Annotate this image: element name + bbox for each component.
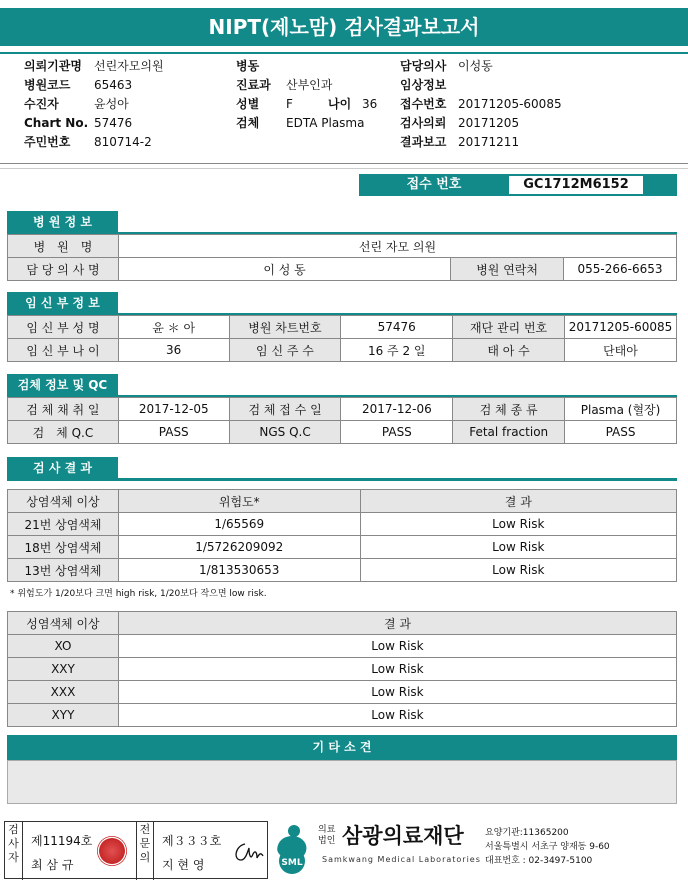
page-title: NIPT(제노맘) 검사결과보고서 <box>0 8 688 46</box>
contact-value: 055-266-6653 <box>564 258 677 281</box>
org-prefix-line: 의료 <box>318 825 336 835</box>
ngs-label: NGS Q.C <box>229 421 341 444</box>
specimen-value: EDTA Plasma <box>286 116 365 130</box>
pregnant-age-value: 36 <box>118 339 229 362</box>
col-header: 위험도* <box>118 490 360 513</box>
collect-value: 2017-12-05 <box>118 398 229 421</box>
col-header: 상염색체 이상 <box>8 490 119 513</box>
hospital-name-label: 병 원 명 <box>8 235 119 258</box>
header-col-requester <box>24 57 164 152</box>
ngs-value: PASS <box>341 421 453 444</box>
qc-label: 검 체 Q.C <box>8 421 119 444</box>
org-prefix-line: 법인 <box>318 836 336 846</box>
section-hospital: 병 원 정 보 <box>7 211 118 233</box>
specialist-label-char: 의 <box>139 851 151 864</box>
table-row <box>8 316 677 339</box>
header-value: 57476 <box>94 116 133 130</box>
result-value: Low Risk <box>118 658 676 681</box>
chromosome-name: 18번 상염색체 <box>8 536 119 559</box>
accession-label: 접수 번호 <box>406 177 462 192</box>
header-value: 이성동 <box>458 59 493 73</box>
result-value: Low Risk <box>118 704 676 727</box>
risk-value: 1/5726209092 <box>118 536 360 559</box>
org-address-line: 서울특별시 서초구 양재동 9-60 <box>485 842 610 852</box>
table-row <box>8 235 677 258</box>
table-header-row <box>8 612 677 635</box>
tester-name: 최 삼 규 <box>31 858 74 872</box>
header-label: 접수번호 <box>400 97 447 111</box>
sex-chromosome-table <box>7 611 677 727</box>
section-band <box>7 478 677 481</box>
header-label: 검사의뢰 <box>400 116 447 130</box>
sex-value: F <box>286 97 293 111</box>
header-col-doctor <box>400 57 562 152</box>
pregnant-name-label: 임 신 부 성 명 <box>8 316 119 339</box>
risk-value: 1/65569 <box>118 513 360 536</box>
result-value: Low Risk <box>360 559 676 582</box>
result-value: Low Risk <box>118 635 676 658</box>
header-label: 담당의사 <box>400 59 447 73</box>
header-label: Chart No. <box>24 116 89 130</box>
table-row <box>8 339 677 362</box>
table-row <box>8 559 677 582</box>
specialist-label <box>136 822 154 880</box>
header-value: 810714-2 <box>94 135 152 149</box>
table-row <box>8 258 677 281</box>
chart-value: 57476 <box>341 316 453 339</box>
week-value: 16 주 2 일 <box>341 339 453 362</box>
table-row <box>8 681 677 704</box>
mgmt-value: 20171205-60085 <box>564 316 676 339</box>
hospital-name-value: 선린 자모 의원 <box>118 235 676 258</box>
autosome-table <box>7 489 677 582</box>
fetus-value: 단태아 <box>564 339 676 362</box>
risk-note: * 위험도가 1/20보다 크면 high risk, 1/20보다 작으면 low risk. <box>10 589 267 599</box>
table-row <box>8 398 677 421</box>
signature-icon <box>231 840 265 866</box>
ward-label: 병동 <box>236 59 260 73</box>
pregnant-name-value: 윤 ＊ 아 <box>118 316 229 339</box>
dept-value: 산부인과 <box>286 78 333 92</box>
header-label: 수진자 <box>24 97 59 111</box>
contact-label: 병원 연락처 <box>451 258 564 281</box>
pregnant-table <box>7 315 677 362</box>
org-english-name: Samkwang Medical Laboratories <box>322 855 481 864</box>
header-value: 윤성아 <box>94 97 129 111</box>
tester-license: 제11194호 <box>31 834 93 848</box>
logo-text: SML <box>281 858 303 868</box>
chromosome-name: XYY <box>8 704 119 727</box>
accession-box <box>359 174 677 196</box>
specialist-label-char: 전 <box>139 823 151 836</box>
org-code: 요양기관:11365200 <box>485 828 569 838</box>
org-prefix <box>318 825 335 847</box>
collect-label: 검 체 채 취 일 <box>8 398 119 421</box>
doctor-label: 담 당 의 사 명 <box>8 258 119 281</box>
type-label: 검 체 종 류 <box>453 398 565 421</box>
ff-label: Fetal fraction <box>453 421 565 444</box>
header-col-patient <box>236 57 377 133</box>
accession-value: GC1712M6152 <box>509 176 643 194</box>
qc-value: PASS <box>118 421 229 444</box>
doctor-value: 이 성 동 <box>118 258 450 281</box>
type-value: Plasma (혈장) <box>565 398 677 421</box>
chromosome-name: XXX <box>8 681 119 704</box>
chromosome-name: XXY <box>8 658 119 681</box>
pregnant-age-label: 임 신 부 나 이 <box>8 339 119 362</box>
footer <box>0 813 688 887</box>
header-label: 주민번호 <box>24 135 71 149</box>
sml-logo-icon <box>272 823 312 875</box>
table-row <box>8 658 677 681</box>
table-row <box>8 536 677 559</box>
section-results: 검 사 결 과 <box>7 457 118 479</box>
fetus-label: 태 아 수 <box>453 339 565 362</box>
receive-value: 2017-12-06 <box>341 398 453 421</box>
sex-label: 성별 <box>236 97 260 111</box>
age-label: 나이 <box>328 97 352 111</box>
col-header: 성염색체 이상 <box>8 612 119 635</box>
header-value: 20171205 <box>458 116 520 130</box>
table-row <box>8 513 677 536</box>
org-name: 삼광의료재단 <box>342 824 464 848</box>
col-header: 결 과 <box>118 612 676 635</box>
receive-label: 검 체 접 수 일 <box>229 398 341 421</box>
dept-label: 진료과 <box>236 78 271 92</box>
specialist-label-char: 문 <box>139 837 151 850</box>
report-header <box>0 52 688 164</box>
section-pregnant: 임 신 부 정 보 <box>7 292 118 314</box>
chromosome-name: XO <box>8 635 119 658</box>
header-value: 선린자모의원 <box>94 59 164 73</box>
remarks-body <box>7 760 677 804</box>
org-address <box>485 826 610 868</box>
table-row <box>8 421 677 444</box>
header-label: 병원코드 <box>24 78 71 92</box>
header-label: 결과보고 <box>400 135 447 149</box>
risk-value: 1/813530653 <box>118 559 360 582</box>
chart-label: 병원 차트번호 <box>229 316 341 339</box>
age-value: 36 <box>362 97 378 111</box>
chromosome-name: 21번 상염색체 <box>8 513 119 536</box>
header-value: 65463 <box>94 78 133 92</box>
table-row <box>8 635 677 658</box>
mgmt-label: 재단 관리 번호 <box>453 316 565 339</box>
specialist-name: 지 현 영 <box>162 858 205 872</box>
ff-value: PASS <box>565 421 677 444</box>
header-label: 임상정보 <box>400 78 447 92</box>
table-header-row <box>8 490 677 513</box>
col-header: 결 과 <box>360 490 676 513</box>
signature-box <box>4 821 268 879</box>
specialist-license: 제３３３호 <box>162 834 222 848</box>
header-value: 20171205-60085 <box>458 97 562 111</box>
divider <box>0 168 688 169</box>
tester-label-char: 검 <box>8 823 19 836</box>
tester-label-char: 사 <box>8 837 19 850</box>
header-value: 20171211 <box>458 135 520 149</box>
section-specimen: 검체 정보 및 QC <box>7 374 118 396</box>
week-label: 임 신 주 수 <box>229 339 341 362</box>
table-row <box>8 704 677 727</box>
org-phone: 대표번호 : 02-3497-5100 <box>485 856 593 866</box>
result-value: Low Risk <box>360 513 676 536</box>
specimen-table <box>7 397 677 444</box>
hospital-table <box>7 234 677 281</box>
chromosome-name: 13번 상염색체 <box>8 559 119 582</box>
result-value: Low Risk <box>360 536 676 559</box>
remarks-title: 기 타 소 견 <box>7 735 677 760</box>
result-value: Low Risk <box>118 681 676 704</box>
tester-label <box>5 822 23 880</box>
tester-label-char: 자 <box>8 851 19 864</box>
specimen-label: 검체 <box>236 116 260 130</box>
seal-icon <box>97 836 127 866</box>
header-label: 의뢰기관명 <box>24 59 82 73</box>
